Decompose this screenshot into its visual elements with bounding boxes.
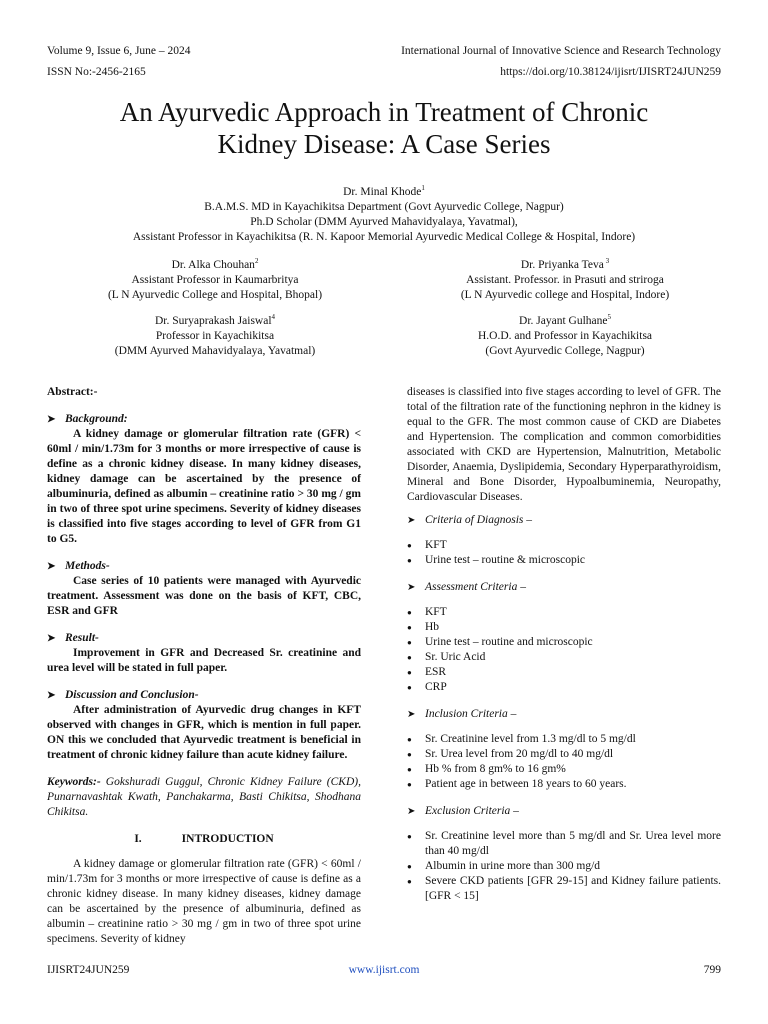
inclusion-heading: ➤ Inclusion Criteria –	[407, 708, 517, 720]
list-item: ● Sr. Urea level from 20 mg/dl to 40 mg/dl	[407, 747, 721, 762]
inclusion-list	[407, 732, 721, 792]
author-5	[380, 314, 750, 359]
paper-title	[40, 96, 728, 160]
author-role: Professor in Kayachikitsa	[155, 330, 275, 342]
issn: ISSN No:-2456-2165	[47, 66, 146, 78]
author-name: Dr. Priyanka Teva $^3$	[520, 257, 610, 271]
exclusion-heading: ➤ Exclusion Criteria –	[407, 805, 519, 817]
background-heading: ➤ Background:	[47, 413, 128, 425]
author-affiliation: (L N Ayurvedic College and Hospital, Bhopal)	[107, 289, 323, 301]
background-text: A kidney damage or glomerular filtration rate (GFR) < 60ml / min/1.73m for 3 months or more irrespective of cause is define as a chronic kidney disease. In many kidney diseases, kidney damage can be ascertained by the presence of albuminuria, defined as albumin – creatinine ratio > 30 mg / gm in two of three spot urine specimens. Severity of kidney diseases is classified into five stages according to level of GFR from G1 to G5.	[47, 428, 361, 545]
abstract-label: Abstract:-	[47, 386, 98, 398]
page-number: 799	[703, 964, 721, 976]
arrow-bullet-icon: ➤	[407, 582, 416, 593]
author-3	[380, 258, 750, 303]
author-name: Dr. Jayant Gulhane$^5$	[519, 313, 611, 327]
exclusion-list	[407, 829, 721, 904]
list-item: ● Sr. Creatinine level more than 5 mg/dl and Sr. Urea level more than 40 mg/dl	[407, 829, 721, 859]
intro-text: A kidney damage or glomerular filtration rate (GFR) < 60ml / min/1.73m for 3 months or more irrespective of cause is define as a chronic kidney disease. In many kidney diseases, kidney damage can be ascertained by the presence of albuminuria, defined as albumin – creatinine ratio > 30 mg / gm in two of three spot urine specimens. Severity of kidney	[47, 858, 361, 945]
author-name: Dr. Suryaprakash Jaiswal$^4$	[154, 313, 276, 327]
author-role: Assistant. Professor. in Prasuti and striroga	[466, 274, 664, 286]
list-item: ● Severe CKD patients [GFR 29-15] and Kidney failure patients. [GFR < 15]	[407, 874, 721, 904]
result-heading: ➤ Result-	[47, 632, 99, 644]
result-text: Improvement in GFR and Decreased Sr. creatinine and urea level will be stated in full paper.	[47, 647, 361, 674]
volume-info: Volume 9, Issue 6, June – 2024	[47, 45, 191, 57]
title-line-2: Kidney Disease: A Case Series	[217, 129, 551, 159]
author-affiliation: (Govt Ayurvedic College, Nagpur)	[485, 345, 645, 357]
arrow-bullet-icon: ➤	[47, 633, 56, 644]
author-role: Assistant Professor in Kaumarbritya	[131, 274, 299, 286]
title-line-1: An Ayurvedic Approach in Treatment of Chronic	[119, 97, 649, 127]
author-main-line: Ph.D Scholar (DMM Ayurved Mahavidyalaya, Yavatmal),	[250, 216, 518, 228]
author-main-name: Dr. Minal Khode$^1$	[343, 184, 425, 198]
keywords-label: Keywords:-	[47, 776, 101, 788]
author-affiliation: (L N Ayurvedic college and Hospital, Indore)	[460, 289, 670, 301]
author-name: Dr. Alka Chouhan$^2$	[171, 257, 259, 271]
author-main-line: Assistant Professor in Kayachikitsa (R. N. Kapoor Memorial Ayurvedic Medical College & Hospital, Indore)	[132, 231, 636, 243]
list-item: ● Hb % from 8 gm% to 16 gm%	[407, 762, 721, 777]
methods-heading: ➤ Methods-	[47, 560, 110, 572]
keywords	[47, 775, 361, 820]
list-item: ● Sr. Creatinine level from 1.3 mg/dl to 5 mg/dl	[407, 732, 721, 747]
list-item: ● Hb	[407, 620, 721, 635]
list-item: ● CRP	[407, 680, 721, 695]
list-item: ● Urine test – routine & microscopic	[407, 553, 721, 568]
section-heading-introduction: I. INTRODUCTION	[134, 833, 274, 845]
assessment-heading: ➤ Assessment Criteria –	[407, 581, 526, 593]
arrow-bullet-icon: ➤	[407, 806, 416, 817]
author-role: H.O.D. and Professor in Kayachikitsa	[477, 330, 653, 342]
footer-paper-id: IJISRT24JUN259	[47, 964, 130, 976]
methods-text: Case series of 10 patients were managed with Ayurvedic treatment. Assessment was done on the basis of KFT, CBC, ESR and GFR	[47, 575, 361, 617]
keywords-text: Gokshuradi Guggul, Chronic Kidney Failure (CKD), Punarnavashtak Kwath, Panchakarma, Basti Chikitsa, Shodhana Chikitsa.	[47, 776, 361, 818]
footer-website-link[interactable]: www.ijisrt.com	[348, 964, 420, 976]
arrow-bullet-icon: ➤	[407, 515, 416, 526]
author-4	[30, 314, 400, 359]
list-item: ● KFT	[407, 605, 721, 620]
diagnosis-heading: ➤ Criteria of Diagnosis –	[407, 514, 533, 526]
diagnosis-list	[407, 538, 721, 568]
discussion-text: After administration of Ayurvedic drug changes in KFT observed with changes in GFR, which is mention in full paper. ON this we concluded that Ayurvedic treatment is beneficial in treatment of chronic kidney failure than acute kidney failure.	[47, 704, 361, 761]
list-item: ● ESR	[407, 665, 721, 680]
author-affiliation: (DMM Ayurved Mahavidyalaya, Yavatmal)	[114, 345, 316, 357]
left-column	[47, 385, 361, 947]
author-main-line: B.A.M.S. MD in Kayachikitsa Department (Govt Ayurvedic College, Nagpur)	[204, 201, 564, 213]
arrow-bullet-icon: ➤	[47, 561, 56, 572]
right-column	[407, 385, 721, 904]
arrow-bullet-icon: ➤	[407, 709, 416, 720]
list-item: ● Patient age in between 18 years to 60 years.	[407, 777, 721, 792]
assessment-list	[407, 605, 721, 695]
list-item: ● KFT	[407, 538, 721, 553]
journal-name: International Journal of Innovative Science and Research Technology	[401, 45, 721, 57]
author-2	[40, 258, 390, 303]
arrow-bullet-icon: ➤	[47, 414, 56, 425]
author-main	[40, 185, 728, 245]
doi-link[interactable]: https://doi.org/10.38124/ijisrt/IJISRT24JUN259	[500, 66, 721, 78]
list-item: ● Sr. Uric Acid	[407, 650, 721, 665]
discussion-heading: ➤ Discussion and Conclusion-	[47, 689, 199, 701]
list-item: ● Albumin in urine more than 300 mg/d	[407, 859, 721, 874]
intro-continuation: diseases is classified into five stages according to level of GFR. The total of the filtration rate of the functioning nephron in the kidney is equal to the GFR. The most common cause of CKD are Diabetes and Hypertension. The complication and common comorbidities associated with CKD are Hypertension, Malnutrition, Metabolic Disorder, Anaemia, Dyslipidemia, Secondary Hyperparathyroidism, Mineral and Bone Disorder, Hypoalbuminemia, Neuropathy, Cardiovascular Diseases.	[407, 386, 721, 503]
arrow-bullet-icon: ➤	[47, 690, 56, 701]
list-item: ● Urine test – routine and microscopic	[407, 635, 721, 650]
